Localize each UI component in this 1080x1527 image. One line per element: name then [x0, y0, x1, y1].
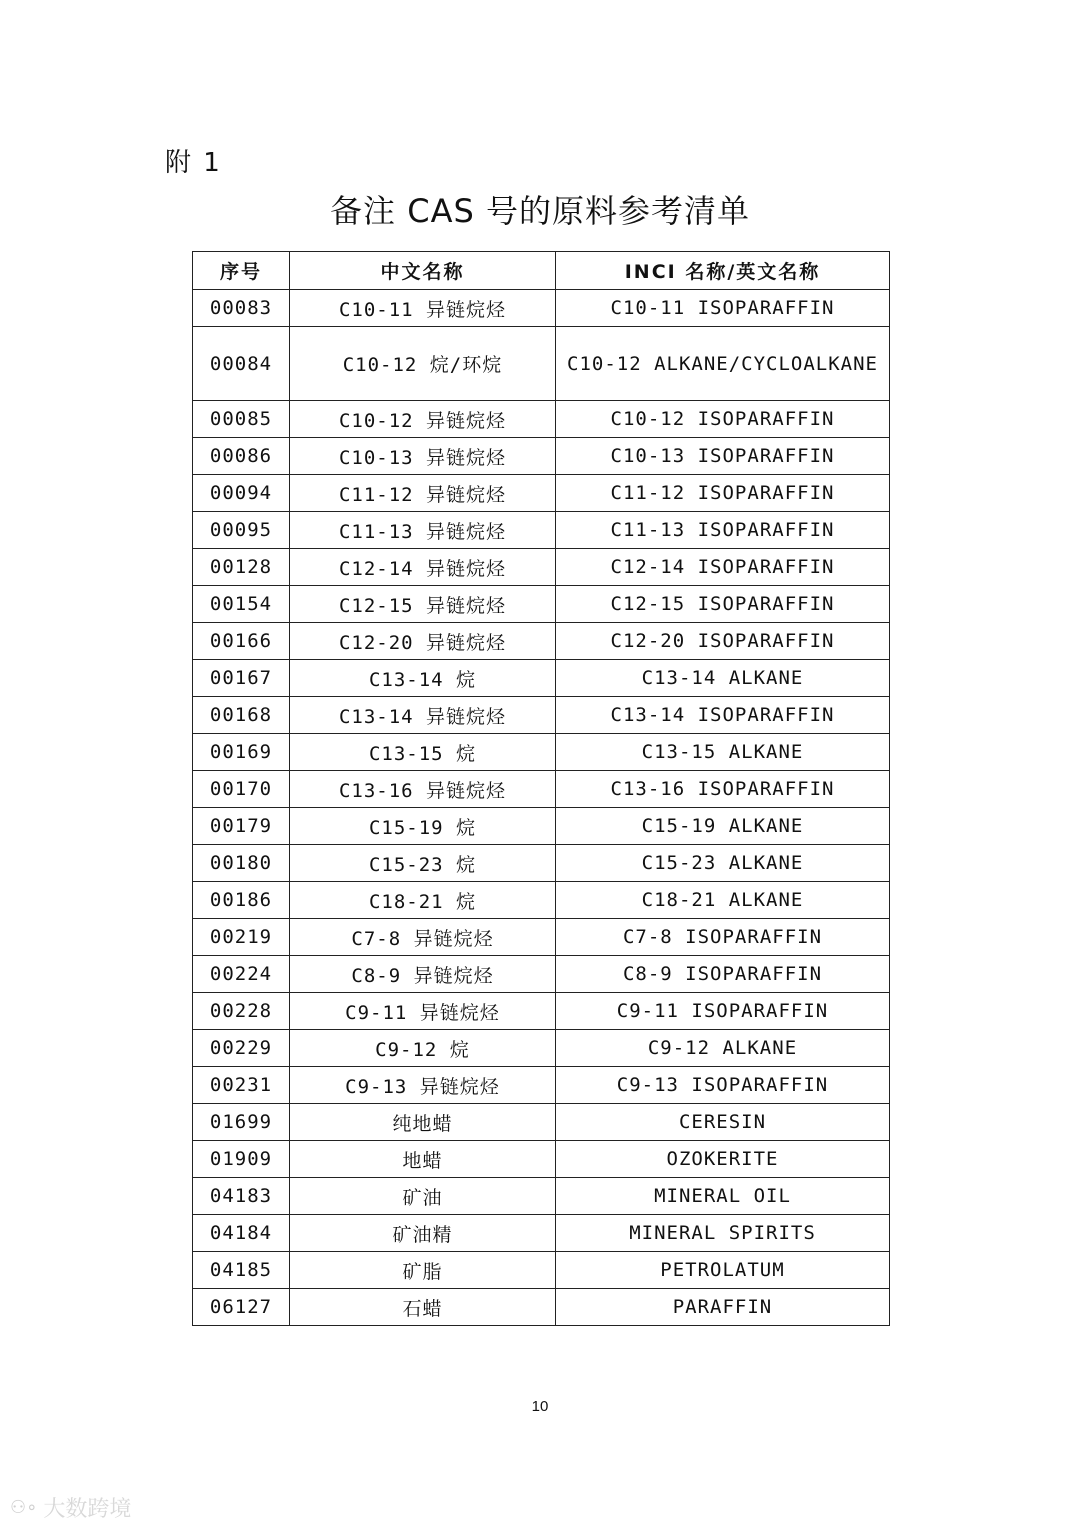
inci-name-cell: C12-14 ISOPARAFFIN: [556, 549, 890, 586]
inci-name-cell: C9-11 ISOPARAFFIN: [556, 993, 890, 1030]
table-row: [193, 1104, 890, 1141]
table-row: [193, 475, 890, 512]
serial-number-cell: 00086: [193, 438, 290, 475]
table-row: [193, 808, 890, 845]
chinese-name-cell: C15-19 烷: [290, 808, 556, 845]
chinese-name-cell: C11-13 异链烷烃: [290, 512, 556, 549]
serial-number-cell: 00167: [193, 660, 290, 697]
chinese-name-cell: C8-9 异链烷烃: [290, 956, 556, 993]
table-row: [193, 1141, 890, 1178]
table-row: [193, 771, 890, 808]
chinese-name-cell: C13-14 烷: [290, 660, 556, 697]
document-title: 备注 CAS 号的原料参考清单: [330, 192, 750, 230]
chinese-name-cell: C13-14 异链烷烃: [290, 697, 556, 734]
inci-name-cell: CERESIN: [556, 1104, 890, 1141]
brand-logo-icon: ⚇∘: [10, 1497, 38, 1518]
chinese-name-cell: C18-21 烷: [290, 882, 556, 919]
inci-name-cell: C12-15 ISOPARAFFIN: [556, 586, 890, 623]
inci-name-cell: C13-14 ALKANE: [556, 660, 890, 697]
inci-name-cell: C9-12 ALKANE: [556, 1030, 890, 1067]
inci-name-cell: C9-13 ISOPARAFFIN: [556, 1067, 890, 1104]
chinese-name-cell: 矿脂: [290, 1252, 556, 1289]
table-row: [193, 438, 890, 475]
table-row: [193, 512, 890, 549]
serial-number-cell: 00084: [193, 327, 290, 401]
table-row: [193, 1178, 890, 1215]
chinese-name-cell: C10-11 异链烷烃: [290, 290, 556, 327]
table-row: [193, 1252, 890, 1289]
table-row: [193, 882, 890, 919]
serial-number-cell: 00083: [193, 290, 290, 327]
inci-name-cell: C12-20 ISOPARAFFIN: [556, 623, 890, 660]
inci-name-cell: PETROLATUM: [556, 1252, 890, 1289]
page-number: 10: [531, 1398, 549, 1415]
table-row: [193, 956, 890, 993]
table-row: [193, 845, 890, 882]
chinese-name-cell: C11-12 异链烷烃: [290, 475, 556, 512]
inci-name-cell: C13-14 ISOPARAFFIN: [556, 697, 890, 734]
inci-name-cell: C13-15 ALKANE: [556, 734, 890, 771]
serial-number-cell: 00228: [193, 993, 290, 1030]
chinese-name-cell: C7-8 异链烷烃: [290, 919, 556, 956]
table-row: [193, 734, 890, 771]
inci-name-cell: C15-23 ALKANE: [556, 845, 890, 882]
serial-number-cell: 00168: [193, 697, 290, 734]
table-row: [193, 697, 890, 734]
table-header-row: [193, 252, 890, 290]
table-row: [193, 586, 890, 623]
serial-number-cell: 04185: [193, 1252, 290, 1289]
serial-number-cell: 00154: [193, 586, 290, 623]
inci-name-cell: C10-11 ISOPARAFFIN: [556, 290, 890, 327]
serial-number-cell: 00219: [193, 919, 290, 956]
serial-number-cell: 00224: [193, 956, 290, 993]
watermark-text: 大数跨境: [43, 1497, 132, 1522]
inci-name-cell: MINERAL OIL: [556, 1178, 890, 1215]
inci-name-cell: MINERAL SPIRITS: [556, 1215, 890, 1252]
inci-name-cell: C15-19 ALKANE: [556, 808, 890, 845]
table-row: [193, 623, 890, 660]
chinese-name-cell: 纯地蜡: [290, 1104, 556, 1141]
chinese-name-cell: 石蜡: [290, 1289, 556, 1326]
chinese-name-cell: C10-12 异链烷烃: [290, 401, 556, 438]
chinese-name-cell: C13-16 异链烷烃: [290, 771, 556, 808]
table-row: [193, 327, 890, 401]
chinese-name-cell: C12-14 异链烷烃: [290, 549, 556, 586]
table-row: [193, 1215, 890, 1252]
table-row: [193, 401, 890, 438]
serial-number-cell: 01699: [193, 1104, 290, 1141]
serial-number-cell: 00229: [193, 1030, 290, 1067]
header-chinese-name: 中文名称: [290, 252, 556, 290]
serial-number-cell: 00128: [193, 549, 290, 586]
serial-number-cell: 00166: [193, 623, 290, 660]
serial-number-cell: 01909: [193, 1141, 290, 1178]
reference-table: [192, 251, 890, 1326]
chinese-name-cell: C15-23 烷: [290, 845, 556, 882]
serial-number-cell: 00186: [193, 882, 290, 919]
chinese-name-cell: C12-15 异链烷烃: [290, 586, 556, 623]
inci-name-cell: C10-13 ISOPARAFFIN: [556, 438, 890, 475]
chinese-name-cell: C9-11 异链烷烃: [290, 993, 556, 1030]
serial-number-cell: 04183: [193, 1178, 290, 1215]
inci-name-cell: C11-12 ISOPARAFFIN: [556, 475, 890, 512]
serial-number-cell: 00169: [193, 734, 290, 771]
table-row: [193, 290, 890, 327]
chinese-name-cell: 矿油精: [290, 1215, 556, 1252]
inci-name-cell: PARAFFIN: [556, 1289, 890, 1326]
table-row: [193, 549, 890, 586]
serial-number-cell: 04184: [193, 1215, 290, 1252]
inci-name-cell: C7-8 ISOPARAFFIN: [556, 919, 890, 956]
chinese-name-cell: C9-12 烷: [290, 1030, 556, 1067]
inci-name-cell: C10-12 ALKANE/CYCLOALKANE: [556, 327, 890, 401]
serial-number-cell: 00170: [193, 771, 290, 808]
chinese-name-cell: C10-13 异链烷烃: [290, 438, 556, 475]
serial-number-cell: 06127: [193, 1289, 290, 1326]
serial-number-cell: 00231: [193, 1067, 290, 1104]
serial-number-cell: 00094: [193, 475, 290, 512]
table-row: [193, 919, 890, 956]
table-row: [193, 1289, 890, 1326]
inci-name-cell: C8-9 ISOPARAFFIN: [556, 956, 890, 993]
table-row: [193, 993, 890, 1030]
chinese-name-cell: C10-12 烷/环烷: [290, 327, 556, 401]
inci-name-cell: C18-21 ALKANE: [556, 882, 890, 919]
chinese-name-cell: 地蜡: [290, 1141, 556, 1178]
inci-name-cell: C10-12 ISOPARAFFIN: [556, 401, 890, 438]
watermark: [10, 1492, 131, 1523]
inci-name-cell: OZOKERITE: [556, 1141, 890, 1178]
chinese-name-cell: C12-20 异链烷烃: [290, 623, 556, 660]
serial-number-cell: 00095: [193, 512, 290, 549]
chinese-name-cell: C9-13 异链烷烃: [290, 1067, 556, 1104]
table-row: [193, 1067, 890, 1104]
table-row: [193, 1030, 890, 1067]
chinese-name-cell: 矿油: [290, 1178, 556, 1215]
table-row: [193, 660, 890, 697]
serial-number-cell: 00179: [193, 808, 290, 845]
inci-name-cell: C13-16 ISOPARAFFIN: [556, 771, 890, 808]
inci-name-cell: C11-13 ISOPARAFFIN: [556, 512, 890, 549]
header-serial-number: 序号: [193, 252, 290, 290]
table-body: [193, 290, 890, 1326]
header-inci-name: INCI 名称/英文名称: [556, 252, 890, 290]
serial-number-cell: 00180: [193, 845, 290, 882]
annex-label: 附 1: [165, 148, 222, 178]
chinese-name-cell: C13-15 烷: [290, 734, 556, 771]
serial-number-cell: 00085: [193, 401, 290, 438]
